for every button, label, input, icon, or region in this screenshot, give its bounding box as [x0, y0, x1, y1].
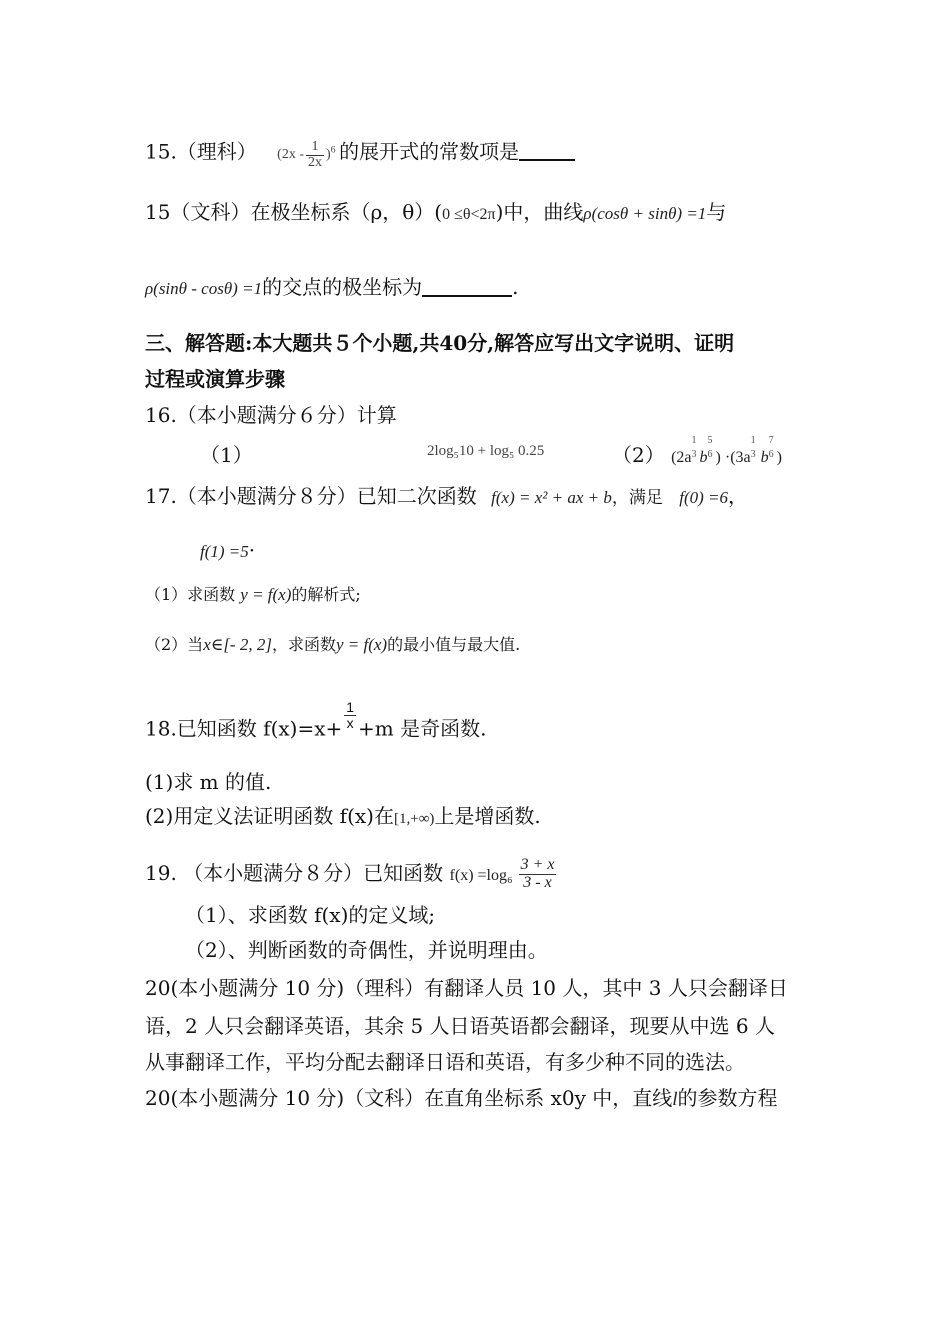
question-17-cont: f(1) =5· [200, 538, 256, 562]
quadratic-function: f(x) = x² + ax + b [491, 488, 612, 507]
question-19-part2: （2）、判断函数的奇偶性，并说明理由。 [185, 938, 548, 962]
log-function: f(x) =log₆ [449, 866, 513, 884]
question-18-part2: (2)用定义法证明函数 f(x)在[1,+∞)上是增函数. [145, 804, 541, 828]
question-16-part2-expression: (2a 1 3 b 5 6 ) ·(3a 1 3 b 7 6 ) [671, 435, 782, 466]
theta-range: 0 ≤θ<2π [442, 206, 496, 223]
question-16-part1-expression: 2log₅10 + log₅ 0.25 [427, 443, 545, 459]
question-20-science-line1: 20(本小题满分 10 分)（理科）有翻译人员 10 人，其中 3 人只会翻译日 [145, 976, 788, 1000]
question-20-science-line2: 语，2 人只会翻译英语，其余 5 人日语英语都会翻译，现要从中选 6 人 [145, 1014, 775, 1038]
answer-blank[interactable] [422, 277, 512, 297]
question-16: 16.（本小题满分６分）计算 [145, 403, 397, 427]
section-heading-cont: 过程或演算步骤 [145, 367, 285, 391]
condition-2: f(1) =5 [200, 542, 249, 561]
question-18: 18.已知函数 f(x)=x+ $\frac{1}{x}$ +m 是奇函数. [145, 699, 487, 741]
question-19-part1: （1）、求函数 f(x)的定义域; [185, 903, 436, 927]
question-20-science-line3: 从事翻译工作，平均分配去翻译日语和英语，有多少种不同的选法。 [145, 1050, 745, 1074]
answer-blank[interactable] [519, 141, 575, 161]
question-16-part2: （2） (2a 1 3 b 5 6 ) ·(3a 1 3 b 7 6 ) [612, 435, 782, 467]
section-heading: 三、解答题:本大题共５个小题,共40分,解答应写出文字说明、证明 [145, 331, 735, 355]
question-15-arts: 15（文科）在极坐标系（ρ，θ）(0 ≤θ<2π)中，曲线ρ(cosθ + sinθ) =1与 [145, 200, 727, 224]
question-15-science: 15.（理科） (2x - $\frac{1}{2x}$ )$^6$ 的展开式的常数项是 [145, 140, 575, 170]
question-18-part1: (1)求 m 的值. [145, 770, 272, 794]
question-20-arts-line1: 20(本小题满分 10 分)（文科）在直角坐标系 x0y 中，直线l的参数方程 [145, 1086, 778, 1110]
condition-1: f(0) =6 [679, 488, 729, 507]
question-17-part1: （1）求函数 y = f(x)的解析式; [145, 585, 361, 604]
question-label: 15.（理科） [145, 139, 257, 164]
question-16-part1-label: （1） [200, 443, 253, 467]
binomial-expression: (2x - $\frac{1}{2x}$ )$^6$ [277, 139, 336, 170]
question-19: 19. （本小题满分８分）已知函数 f(x) =log₆ $\frac{3 + x}{3 - x}$ [145, 856, 555, 891]
question-17-part2: （2）当x∈[- 2, 2]，求函数y = f(x)的最小值与最大值. [145, 635, 521, 654]
polar-curve-1: ρ(cosθ + sinθ) =1 [583, 204, 707, 223]
question-17: 17.（本小题满分８分）已知二次函数 f(x) = x² + ax + b，满足 f(0) =6， [145, 484, 749, 508]
polar-curve-2: ρ(sinθ - cosθ) =1 [145, 279, 263, 298]
question-15-arts-cont: ρ(sinθ - cosθ) =1的交点的极坐标为 . [145, 275, 519, 299]
